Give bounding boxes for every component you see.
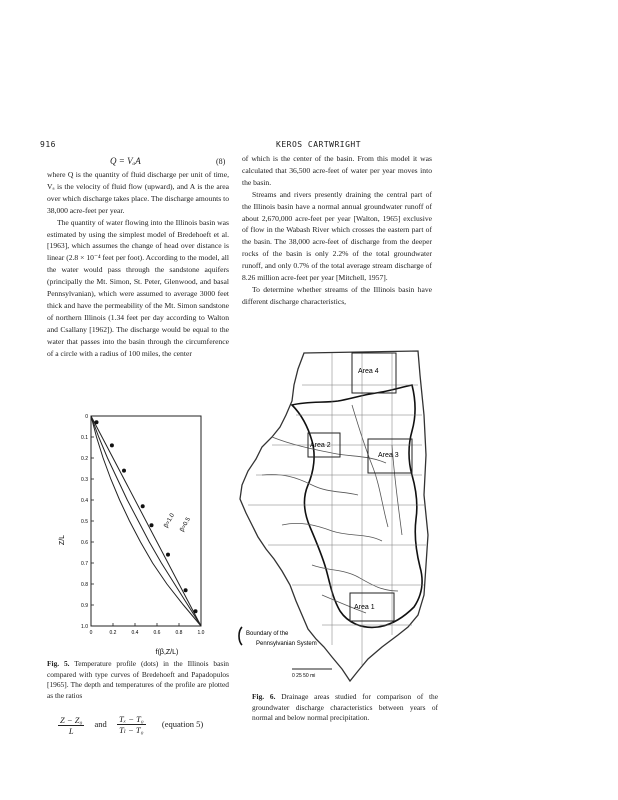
left-paragraph-1: where Q is the quantity of fluid discharge per unit of time, Vₐ is the velocity of fluid flow (upward), and A is the area over which discharge takes place. The discharge amounts to 38,000 acre-feet per year.	[47, 170, 229, 215]
curve-label-beta-0-5: β=0.5	[179, 516, 192, 533]
area-3-label: Area 3	[378, 452, 399, 459]
y-tick-label: 0.7	[81, 561, 88, 567]
figure6-caption	[252, 692, 438, 724]
figure6-caption-label: Fig. 6.	[252, 692, 276, 701]
x-tick-label: 0.4	[131, 630, 139, 636]
y-tick-label: 0.9	[81, 603, 88, 609]
scale-text: 0 25 50 mi	[292, 673, 316, 679]
data-point	[95, 420, 99, 424]
data-point	[150, 523, 154, 527]
x-tick-label: 0.8	[175, 630, 183, 636]
fraction-temperature-denominator: Tₗ − T₀	[119, 725, 144, 735]
curve-label-beta-1-0: β=1.0	[163, 512, 176, 529]
figure6-caption-text: Drainage areas studied for comparison of the groundwater discharge characteristics between years of normal and below normal precipitation.	[252, 692, 438, 723]
x-axis-label: f(β,Z/L)	[155, 649, 179, 656]
legend-text-2: Pennsylvanian System	[256, 641, 317, 647]
y-tick-label: 0.1	[81, 435, 88, 441]
left-text	[47, 169, 229, 360]
figure5-chart	[55, 408, 225, 656]
left-paragraph-2: The quantity of water flowing into the Illinois basin was estimated by using the simplest model of Bredehoeft et al. [1963], which assumes the change of head over distance is linear (2.8 × 10⁻⁴ feet per foot). According to the model, all the water would pass through the sandstone aquifers (principally the Mt. Simon, St. Peter, Glenwood, and basal Pennsylvanian), which were assumed to average 3000 feet thick and have the permeability of the Mt. Simon sandstone of northern Illinois (1.34 feet per day according to Walton and Csallany [1962]). The discharge would be equal to the water that passes into the basin through the circumference of a circle with a radius of 100 miles, the center	[47, 217, 229, 358]
data-point	[110, 443, 114, 447]
legend-boundary-symbol	[239, 627, 242, 645]
y-tick-label: 0.6	[81, 540, 88, 546]
area-2-label: Area 2	[310, 442, 331, 449]
y-tick-label: 0	[85, 414, 88, 420]
fraction-conjunction: and	[94, 718, 107, 729]
y-axis-label: Z/L	[59, 534, 66, 546]
data-point	[194, 609, 198, 613]
right-paragraph-3: To determine whether streams of the Illinois basin have different discharge characteristics,	[242, 284, 432, 306]
data-point	[141, 504, 145, 508]
legend-text-1: Boundary of the	[246, 631, 289, 637]
x-tick-label: 1.0	[197, 630, 205, 636]
data-point	[122, 469, 126, 473]
figure5-caption-text: Temperature profile (dots) in the Illinois basin compared with type curves of Bredehoeft and Papadopulos [1965]. The depth and temperatures of the profile are plotted as the ratios	[47, 659, 229, 700]
right-paragraph-2: Streams and rivers presently draining the central part of the Illinois basin have a normal annual groundwater runoff of about 2,670,000 acre-feet per year [Walton, 1965] exclusive of flow in the Wabash River which crosses the eastern part of the basin. The 38,000 acre-feet of discharge from the deeper rocks of the basin is only 2.2% of the total groundwater runoff, and only 0.7% of the total average stream discharge of 8.26 million acre-feet per year [Mitchell, 1957].	[242, 189, 432, 283]
fraction-depth-numerator: Z − Z₀	[60, 714, 83, 725]
y-tick-label: 1.0	[81, 624, 88, 630]
fraction-temperature-numerator: Tₓ − T₀	[118, 714, 144, 724]
fraction-depth	[58, 715, 84, 736]
y-tick-label: 0.2	[81, 456, 88, 462]
y-tick-label: 0.3	[81, 477, 88, 483]
equation-8: Q = VₐA	[110, 156, 141, 166]
x-tick-label: 0.2	[109, 630, 117, 636]
x-tick-label: 0.6	[153, 630, 161, 636]
equation-reference: (equation 5)	[161, 718, 204, 729]
figure5-caption	[47, 659, 229, 701]
y-tick-label: 0.5	[81, 519, 88, 525]
figure5-ratio-equation	[50, 714, 235, 736]
area-1-label: Area 1	[354, 604, 375, 611]
figure5-caption-label: Fig. 5.	[47, 659, 70, 668]
x-tick-label: 0	[89, 630, 93, 636]
y-tick-label: 0.8	[81, 582, 88, 588]
fraction-temperature	[117, 714, 146, 736]
chart-points	[95, 420, 198, 613]
area-4-label: Area 4	[358, 368, 379, 375]
page-number: 916	[40, 140, 56, 149]
equation-number: (8)	[216, 157, 226, 166]
data-point	[184, 588, 188, 592]
y-tick-label: 0.4	[81, 498, 88, 504]
figure6-map	[232, 345, 442, 685]
right-text	[242, 153, 432, 308]
running-title: KEROS CARTWRIGHT	[276, 140, 362, 149]
right-paragraph-1: of which is the center of the basin. From this model it was calculated that 36,500 acre-feet of water per year moves into the basin.	[242, 154, 432, 187]
fraction-depth-denominator: L	[68, 725, 74, 736]
data-point	[166, 553, 170, 557]
